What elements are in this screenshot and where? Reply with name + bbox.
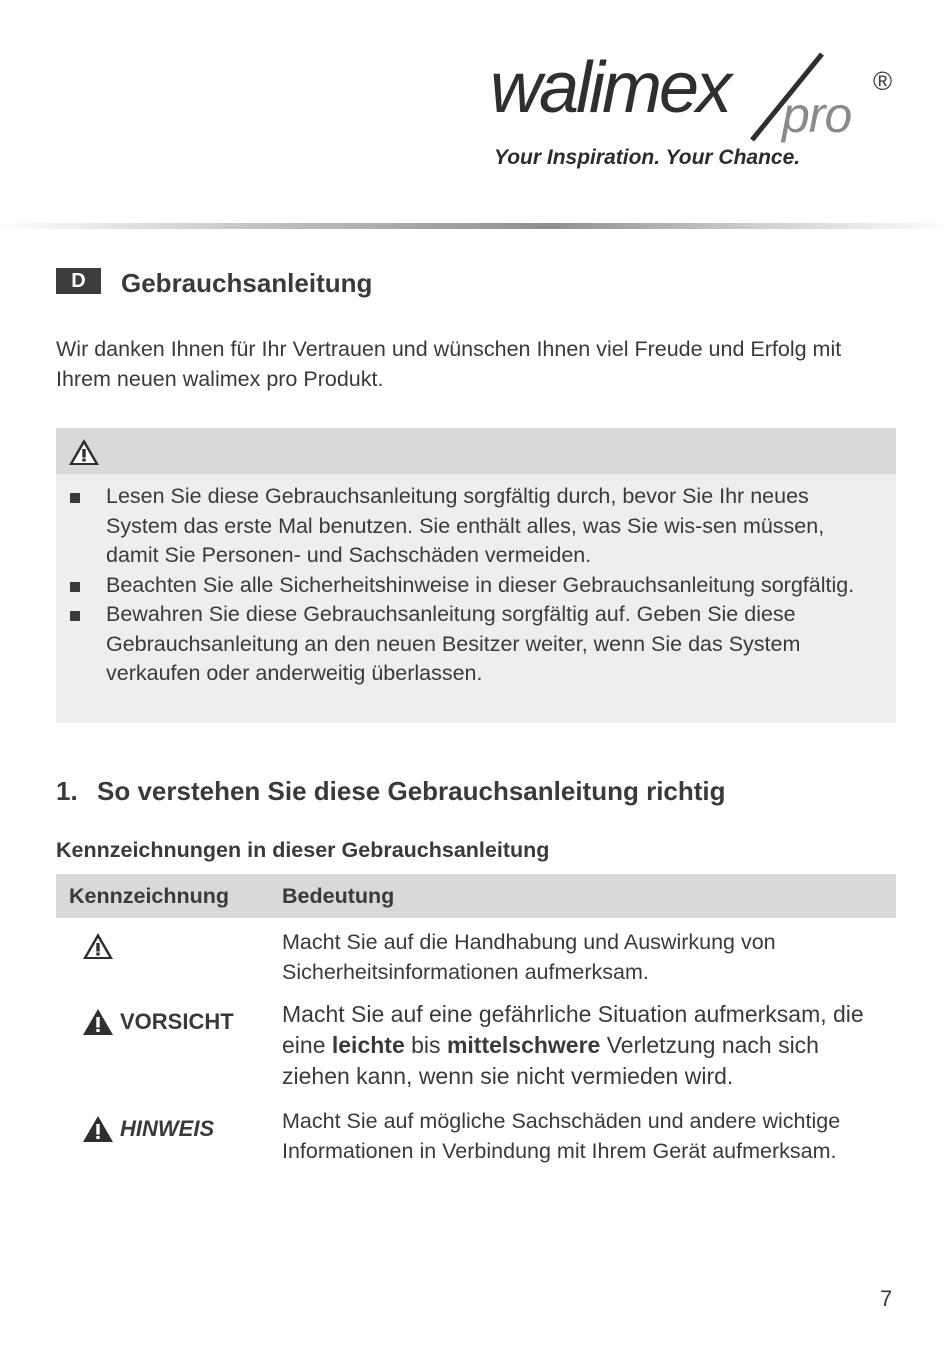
bullet-square-icon bbox=[70, 582, 80, 592]
table-row-symbol bbox=[82, 932, 114, 960]
warning-list bbox=[56, 482, 896, 689]
logo-suffix: pro bbox=[782, 87, 852, 143]
warning-triangle-icon bbox=[68, 438, 100, 466]
warning-triangle-filled-icon bbox=[82, 1008, 114, 1036]
column-header-kennzeichnung: Kennzeichnung bbox=[69, 884, 230, 908]
bullet-square-icon bbox=[70, 611, 80, 621]
table-header bbox=[56, 874, 896, 918]
logo-word: walimex bbox=[490, 48, 730, 128]
brand-tagline: Your Inspiration. Your Chance. bbox=[494, 146, 801, 169]
warning-box-body bbox=[56, 474, 896, 723]
column-header-bedeutung: Bedeutung bbox=[282, 884, 395, 908]
table-row-text: Macht Sie auf eine gefährliche Situation aufmerksam, die eine leichte bis mittelschwere Verletzung nach sich ziehen kann, wenn sie nicht vermieden wird. bbox=[282, 1001, 864, 1089]
header-divider bbox=[0, 223, 950, 229]
language-badge: D bbox=[56, 268, 101, 294]
table-row-text: Macht Sie auf mögliche Sachschäden und andere wichtige Informationen in Verbindung mit Ihrem Gerät aufmerksam. bbox=[282, 1109, 841, 1163]
table-row-symbol bbox=[82, 1115, 214, 1143]
list-item: Bewahren Sie diese Gebrauchsanleitung sorgfältig auf. Geben Sie diese Gebrauchsanleitung an den neuen Besitzer weiter, wenn Sie das System verkaufen oder anderweitig überlassen. bbox=[56, 600, 896, 689]
chapter-subtitle: Kennzeichnungen in dieser Gebrauchsanleitung bbox=[56, 838, 550, 862]
chapter-heading bbox=[56, 776, 726, 807]
warning-triangle-icon bbox=[82, 932, 114, 960]
chapter-title: So verstehen Sie diese Gebrauchsanleitung richtig bbox=[97, 776, 726, 806]
vorsicht-label: VORSICHT bbox=[120, 1009, 234, 1034]
table-row-symbol bbox=[82, 1008, 234, 1036]
intro-paragraph: Wir danken Ihnen für Ihr Vertrauen und wünschen Ihnen viel Freude und Erfolg mit Ihrem neuen walimex pro Produkt. bbox=[56, 337, 842, 391]
bullet-square-icon bbox=[70, 493, 80, 503]
registered-mark: ® bbox=[873, 66, 893, 96]
warning-box-header bbox=[56, 428, 896, 474]
chapter-number: 1. bbox=[56, 776, 78, 806]
table-row-text: Macht Sie auf die Handhabung und Auswirkung von Sicherheitsinformationen aufmerksam. bbox=[282, 930, 776, 984]
section-title: Gebrauchsanleitung bbox=[121, 268, 373, 298]
walimex-pro-logo bbox=[490, 48, 910, 152]
list-item: Lesen Sie diese Gebrauchsanleitung sorgfältig durch, bevor Sie Ihr neues System das erste Mal benutzen. Sie enthält alles, was Sie wis-sen müssen, damit Sie Personen- und Sachschäden vermeiden. bbox=[56, 482, 896, 571]
list-item: Beachten Sie alle Sicherheitshinweise in dieser Gebrauchsanleitung sorgfältig. bbox=[56, 571, 896, 601]
warning-triangle-filled-icon bbox=[82, 1115, 114, 1143]
page-number: 7 bbox=[880, 1286, 893, 1311]
hinweis-label: HINWEIS bbox=[120, 1116, 215, 1141]
